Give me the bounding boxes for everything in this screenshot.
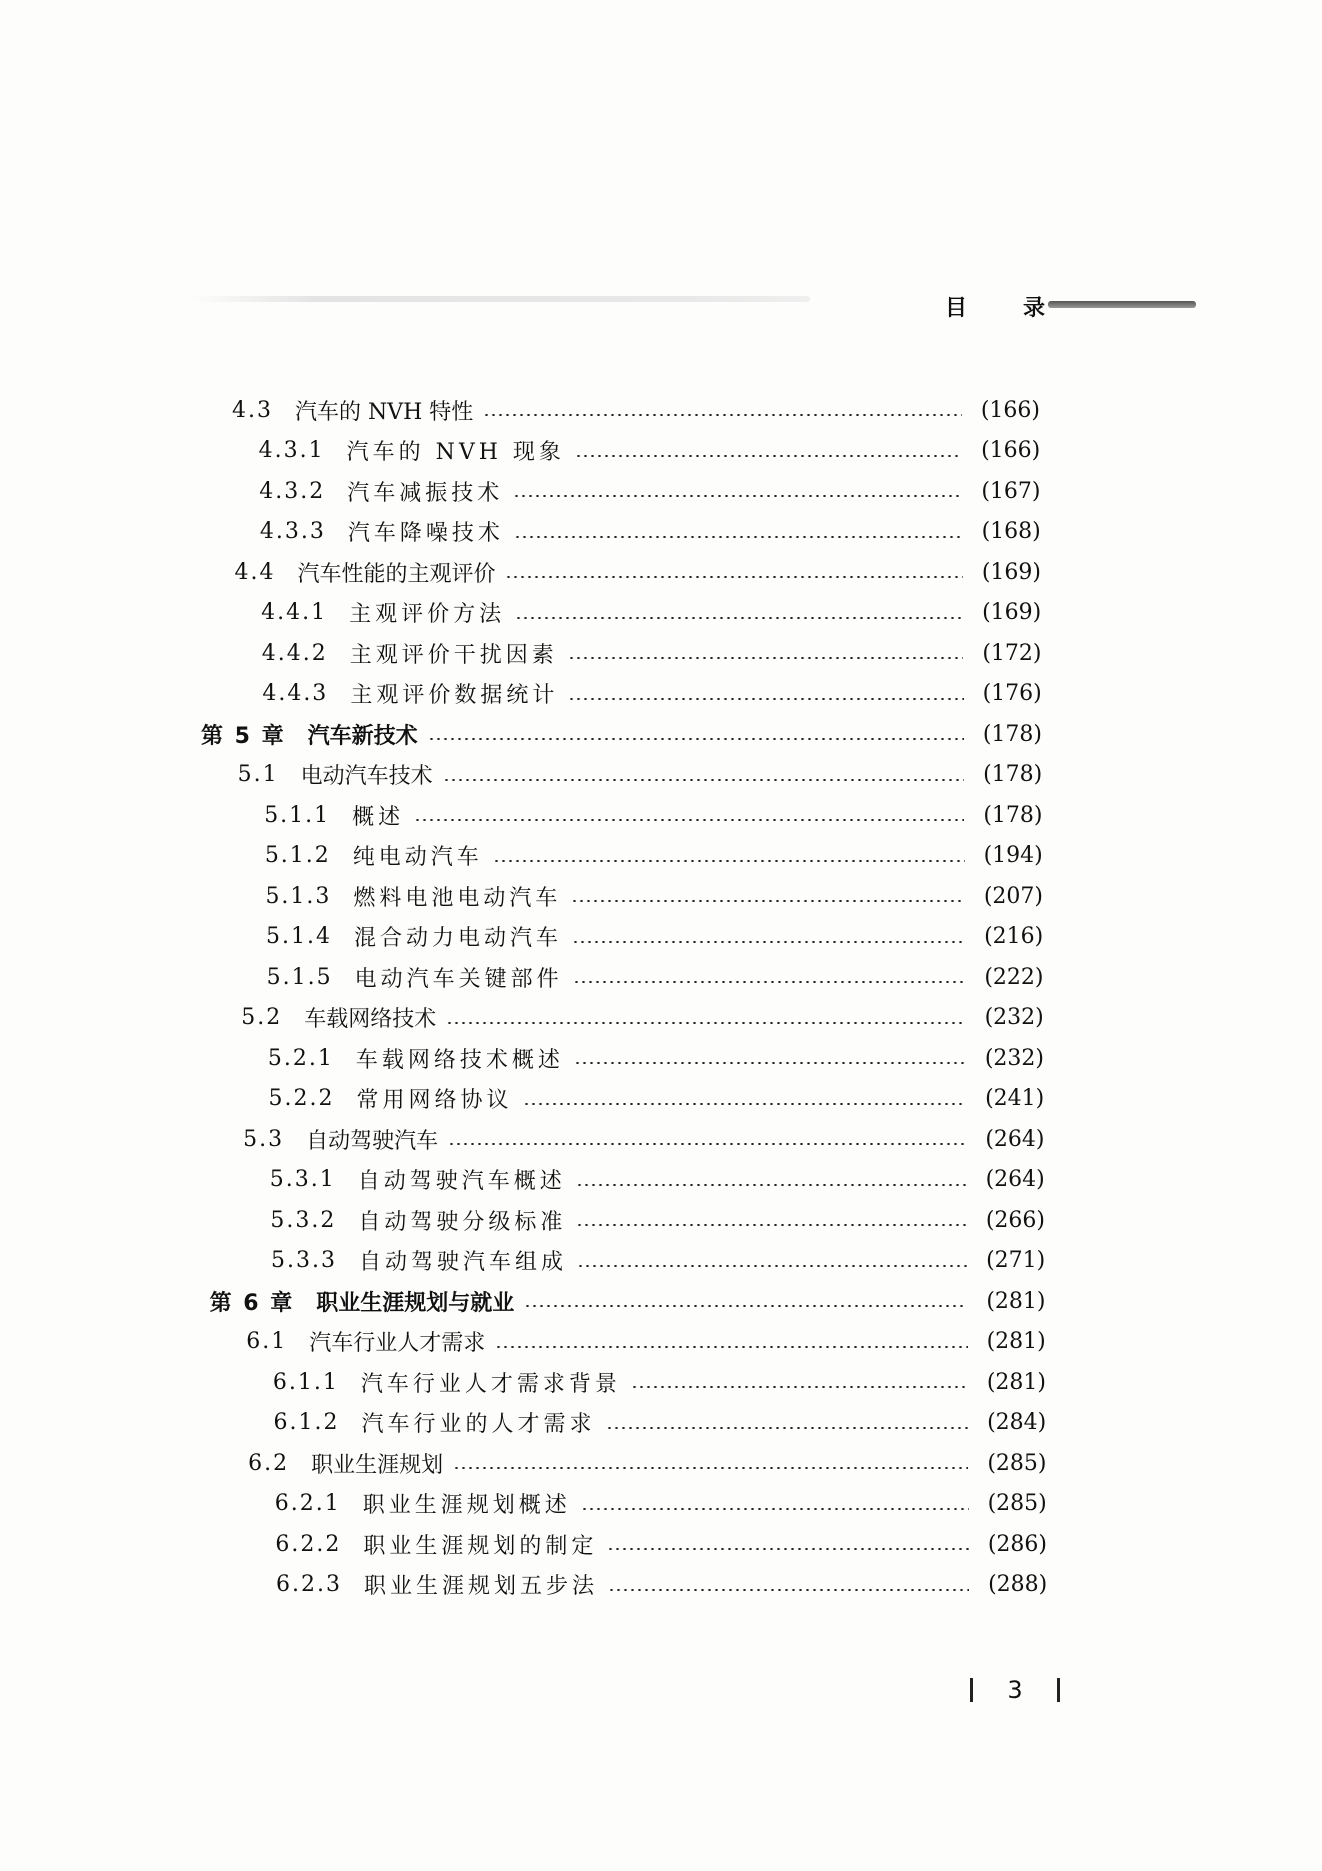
toc-dot-leader bbox=[568, 698, 963, 700]
toc-entry-page: (178) bbox=[983, 762, 1043, 787]
toc-entry-title: 自动驾驶分级标准 bbox=[358, 1209, 567, 1235]
toc-entry-number: 5.1.4 bbox=[266, 924, 333, 949]
toc-entry-number: 4.3.1 bbox=[258, 438, 325, 463]
toc-entry-number: 第 6 章 bbox=[209, 1290, 295, 1316]
toc-entry-title: 混合动力电动汽车 bbox=[354, 926, 563, 951]
toc-entry-title: 汽车降噪技术 bbox=[347, 521, 504, 546]
toc-entry-number: 6.2.1 bbox=[274, 1491, 341, 1516]
toc-entry-number: 5.2 bbox=[241, 1005, 283, 1030]
toc-entry-title: 职业生涯规划 bbox=[311, 1452, 444, 1478]
toc-entry[interactable] bbox=[271, 1241, 1045, 1281]
toc-dot-leader bbox=[572, 941, 965, 943]
toc-entry-page: (281) bbox=[986, 1329, 1046, 1354]
footer-bar-right bbox=[1057, 1678, 1060, 1702]
toc-entry-number: 4.3.2 bbox=[259, 478, 326, 504]
toc-entry-title: 电动汽车技术 bbox=[300, 764, 433, 789]
toc-entry-number: 6.2.2 bbox=[275, 1531, 342, 1557]
toc-dot-leader bbox=[631, 1386, 968, 1388]
page-footer bbox=[970, 1672, 1060, 1708]
toc-entry-page: (178) bbox=[982, 721, 1042, 747]
toc-dot-leader bbox=[576, 1184, 967, 1186]
toc-dot-leader bbox=[523, 1103, 967, 1105]
toc-entry-page: (172) bbox=[982, 640, 1042, 666]
toc-entry[interactable] bbox=[259, 431, 1041, 471]
toc-entry[interactable] bbox=[265, 876, 1043, 916]
toc-entry[interactable] bbox=[234, 552, 1041, 592]
page-title-char-1: 目 bbox=[945, 295, 968, 321]
toc-dot-leader bbox=[574, 1062, 966, 1064]
toc-entry-number: 6.2 bbox=[248, 1450, 290, 1476]
toc-entry-page: (178) bbox=[983, 802, 1043, 828]
toc-dot-leader bbox=[495, 1346, 967, 1348]
toc-entry-number: 5.3.2 bbox=[270, 1207, 337, 1233]
toc-entry-page: (271) bbox=[986, 1248, 1046, 1273]
toc-entry-title: 纯电动汽车 bbox=[352, 845, 483, 870]
toc-dot-leader bbox=[571, 900, 965, 902]
toc-dot-leader bbox=[428, 738, 964, 740]
toc-entry[interactable] bbox=[260, 512, 1041, 552]
toc-entry[interactable] bbox=[238, 755, 1043, 795]
toc-entry[interactable] bbox=[201, 714, 1042, 754]
toc-dot-leader bbox=[576, 1224, 967, 1226]
header-rule-left bbox=[190, 296, 810, 302]
toc-entry-page: (285) bbox=[987, 1450, 1047, 1476]
toc-entry-title: 职业生涯规划的制定 bbox=[363, 1533, 598, 1559]
toc-entry-number: 6.1.1 bbox=[272, 1369, 339, 1395]
toc-entry-number: 5.3.3 bbox=[271, 1248, 337, 1273]
toc-entry-number: 5.1.1 bbox=[264, 802, 331, 828]
toc-entry-number: 6.2.3 bbox=[275, 1572, 342, 1597]
toc-entry-title: 电动汽车关键部件 bbox=[354, 966, 563, 992]
toc-entry-title: 汽车的 NVH 特性 bbox=[295, 399, 474, 425]
toc-entry-number: 4.4.3 bbox=[262, 681, 329, 706]
toc-dot-leader bbox=[608, 1589, 969, 1591]
toc-entry-title: 自动驾驶汽车 bbox=[306, 1128, 439, 1154]
toc-entry[interactable] bbox=[246, 1322, 1045, 1362]
toc-dot-leader bbox=[515, 617, 963, 619]
toc-dot-leader bbox=[446, 1022, 965, 1024]
toc-entry-number: 5.3.1 bbox=[269, 1167, 336, 1192]
toc-entry-number: 4.3.3 bbox=[259, 519, 326, 544]
toc-entry[interactable] bbox=[276, 1565, 1047, 1605]
toc-entry-number: 第 5 章 bbox=[200, 723, 286, 749]
toc-entry[interactable] bbox=[270, 1160, 1045, 1200]
toc-entry-page: (286) bbox=[987, 1531, 1047, 1557]
toc-entry-page: (166) bbox=[981, 438, 1041, 463]
toc-entry[interactable] bbox=[264, 795, 1042, 835]
toc-entry-page: (207) bbox=[983, 883, 1043, 909]
toc-dot-leader bbox=[581, 1508, 969, 1510]
toc-entry-number: 5.1.3 bbox=[265, 883, 332, 909]
toc-entry[interactable] bbox=[275, 1524, 1047, 1564]
toc-entry[interactable] bbox=[243, 1119, 1044, 1159]
toc-entry-page: (166) bbox=[980, 397, 1040, 423]
toc-dot-leader bbox=[606, 1427, 969, 1429]
toc-entry[interactable] bbox=[267, 957, 1044, 997]
page-number: 3 bbox=[1007, 1676, 1023, 1704]
toc-dot-leader bbox=[575, 455, 962, 457]
toc-dot-leader bbox=[483, 414, 962, 416]
toc-dot-leader bbox=[577, 1265, 967, 1267]
toc-entry-title: 车载网络技术概述 bbox=[355, 1047, 564, 1073]
footer-bar-left bbox=[970, 1678, 973, 1702]
toc-entry-title: 汽车新技术 bbox=[307, 723, 418, 749]
toc-entry-page: (169) bbox=[981, 559, 1041, 585]
toc-entry[interactable] bbox=[270, 1200, 1045, 1240]
toc-entry-title: 职业生涯规划概述 bbox=[362, 1493, 571, 1518]
toc-entry-page: (285) bbox=[987, 1491, 1047, 1516]
toc-entry-title: 自动驾驶汽车概述 bbox=[357, 1169, 566, 1194]
toc-entry-title: 常用网络协议 bbox=[356, 1088, 513, 1113]
toc-dot-leader bbox=[505, 576, 963, 578]
toc-entry-number: 5.1 bbox=[237, 762, 279, 787]
toc-entry-page: (264) bbox=[985, 1126, 1045, 1152]
toc-entry-page: (241) bbox=[985, 1086, 1045, 1111]
toc-entry[interactable] bbox=[274, 1403, 1047, 1443]
toc-entry-page: (176) bbox=[982, 681, 1042, 706]
toc-entry-title: 汽车行业人才需求 bbox=[309, 1331, 486, 1356]
toc-entry-title: 主观评价数据统计 bbox=[350, 683, 559, 708]
toc-entry[interactable] bbox=[259, 471, 1040, 511]
toc-entry-title: 燃料电池电动汽车 bbox=[353, 885, 562, 911]
toc-entry-number: 6.1 bbox=[246, 1329, 288, 1354]
toc-entry-page: (216) bbox=[984, 924, 1044, 949]
toc-entry[interactable] bbox=[266, 917, 1043, 957]
toc-entry[interactable] bbox=[261, 593, 1041, 633]
toc-entry-page: (194) bbox=[983, 843, 1043, 868]
toc-entry-title: 汽车行业人才需求背景 bbox=[360, 1371, 621, 1397]
toc-entry[interactable] bbox=[275, 1484, 1047, 1524]
toc-entry-number: 4.4.1 bbox=[261, 600, 328, 625]
toc-dot-leader bbox=[493, 860, 965, 862]
toc-entry-title: 汽车的 NVH 现象 bbox=[346, 440, 565, 465]
toc-entry-number: 6.1.2 bbox=[273, 1410, 340, 1435]
toc-dot-leader bbox=[524, 1305, 967, 1307]
toc-entry-page: (169) bbox=[982, 600, 1042, 625]
header-rule-right bbox=[1048, 301, 1196, 308]
toc-entry-title: 汽车减振技术 bbox=[347, 480, 504, 506]
toc-entry[interactable] bbox=[232, 390, 1040, 430]
toc-entry-number: 5.1.2 bbox=[264, 843, 331, 868]
toc-entry-page: (232) bbox=[984, 1005, 1044, 1030]
toc-entry[interactable] bbox=[262, 633, 1042, 673]
page-title-char-2: 录 bbox=[1022, 295, 1045, 321]
toc-entry-title: 概述 bbox=[352, 804, 405, 830]
toc-entry-page: (168) bbox=[981, 519, 1041, 544]
toc-entry[interactable] bbox=[265, 836, 1043, 876]
toc-entry-number: 4.3 bbox=[232, 397, 273, 423]
toc-entry-title: 汽车行业的人才需求 bbox=[361, 1412, 596, 1437]
toc-entry-title: 车载网络技术 bbox=[304, 1007, 437, 1032]
toc-entry[interactable] bbox=[262, 674, 1041, 714]
toc-entry-page: (281) bbox=[986, 1288, 1046, 1314]
toc-entry-number: 5.1.5 bbox=[266, 964, 333, 990]
toc-dot-leader bbox=[568, 657, 964, 659]
toc-entry-title: 自动驾驶汽车组成 bbox=[359, 1250, 568, 1275]
toc-entry-title: 职业生涯规划五步法 bbox=[363, 1574, 598, 1599]
toc-entry-page: (288) bbox=[988, 1572, 1048, 1597]
toc-dot-leader bbox=[513, 495, 962, 497]
toc-entry[interactable] bbox=[241, 998, 1043, 1038]
page-title bbox=[945, 286, 1045, 326]
toc-entry-title: 汽车性能的主观评价 bbox=[297, 561, 496, 587]
toc-entry-page: (284) bbox=[987, 1410, 1047, 1435]
toc-entry[interactable] bbox=[268, 1038, 1044, 1078]
toc-entry-number: 5.3 bbox=[243, 1126, 285, 1152]
toc-entry-number: 5.2.1 bbox=[267, 1045, 334, 1071]
toc-entry-number: 4.4.2 bbox=[261, 640, 328, 666]
toc-entry-title: 主观评价方法 bbox=[349, 602, 506, 627]
toc-entry-page: (232) bbox=[984, 1045, 1044, 1071]
toc-dot-leader bbox=[414, 819, 964, 821]
toc-dot-leader bbox=[573, 981, 966, 983]
toc-dot-leader bbox=[514, 536, 963, 538]
toc-entry-page: (266) bbox=[985, 1207, 1045, 1233]
toc-entry-page: (281) bbox=[986, 1369, 1046, 1395]
toc-entry[interactable] bbox=[248, 1443, 1046, 1483]
toc-entry-number: 5.2.2 bbox=[268, 1086, 335, 1111]
toc-dot-leader bbox=[607, 1548, 969, 1550]
toc-entry[interactable] bbox=[210, 1281, 1046, 1321]
toc-entry-title: 主观评价干扰因素 bbox=[349, 642, 558, 668]
toc-entry-page: (167) bbox=[981, 478, 1041, 504]
toc-dot-leader bbox=[448, 1143, 966, 1145]
toc-entry[interactable] bbox=[273, 1362, 1046, 1402]
toc-entry-page: (222) bbox=[984, 964, 1044, 990]
toc-entry-number: 4.4 bbox=[234, 559, 276, 585]
toc-entry-title: 职业生涯规划与就业 bbox=[316, 1290, 515, 1316]
toc-dot-leader bbox=[443, 779, 965, 781]
toc-entry-page: (264) bbox=[985, 1167, 1045, 1192]
toc-dot-leader bbox=[453, 1467, 968, 1469]
toc-entry[interactable] bbox=[269, 1079, 1045, 1119]
